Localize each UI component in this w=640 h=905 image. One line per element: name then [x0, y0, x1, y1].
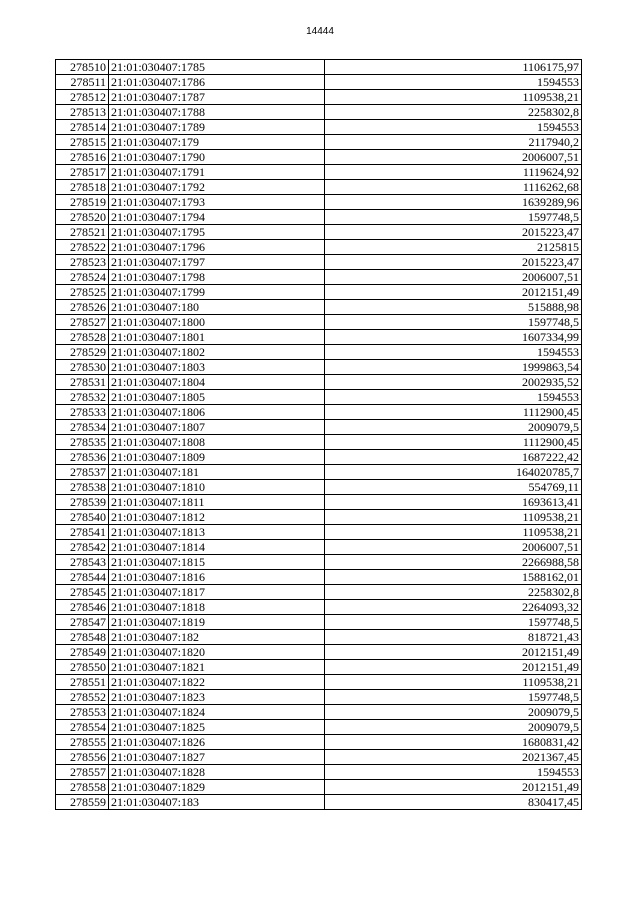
cadastral-number-cell: 21:01:030407:1819: [109, 615, 325, 630]
cadastral-number-cell: 21:01:030407:1805: [109, 390, 325, 405]
cadastral-value-cell: 2002935,52: [325, 375, 582, 390]
row-number-cell: 278552: [56, 690, 109, 705]
cadastral-number-cell: 21:01:030407:1796: [109, 240, 325, 255]
cadastral-value-cell: 1594553: [325, 75, 582, 90]
table-row: [56, 510, 582, 525]
cadastral-value-cell: 1999863,54: [325, 360, 582, 375]
cadastral-number-cell: 21:01:030407:1807: [109, 420, 325, 435]
cadastral-number-cell: 21:01:030407:1806: [109, 405, 325, 420]
table-row: [56, 480, 582, 495]
table-row: [56, 600, 582, 615]
cadastral-number-cell: 21:01:030407:1785: [109, 60, 325, 75]
cadastral-number-cell: 21:01:030407:183: [109, 795, 325, 810]
table-row: [56, 120, 582, 135]
cadastral-number-cell: 21:01:030407:1789: [109, 120, 325, 135]
cadastral-number-cell: 21:01:030407:1795: [109, 225, 325, 240]
cadastral-number-cell: 21:01:030407:1823: [109, 690, 325, 705]
row-number-cell: 278541: [56, 525, 109, 540]
cadastral-value-cell: 1594553: [325, 390, 582, 405]
table-row: [56, 150, 582, 165]
cadastral-value-cell: 1119624,92: [325, 165, 582, 180]
cadastral-value-cell: 1597748,5: [325, 615, 582, 630]
row-number-cell: 278528: [56, 330, 109, 345]
cadastral-number-cell: 21:01:030407:1800: [109, 315, 325, 330]
cadastral-number-cell: 21:01:030407:1820: [109, 645, 325, 660]
row-number-cell: 278525: [56, 285, 109, 300]
row-number-cell: 278514: [56, 120, 109, 135]
cadastral-value-cell: 1680831,42: [325, 735, 582, 750]
cadastral-value-cell: 2125815: [325, 240, 582, 255]
cadastral-value-cell: 2021367,45: [325, 750, 582, 765]
table-row: [56, 315, 582, 330]
cadastral-value-cell: 2012151,49: [325, 660, 582, 675]
cadastral-value-cell: 1597748,5: [325, 690, 582, 705]
row-number-cell: 278542: [56, 540, 109, 555]
row-number-cell: 278534: [56, 420, 109, 435]
row-number-cell: 278536: [56, 450, 109, 465]
cadastral-number-cell: 21:01:030407:1808: [109, 435, 325, 450]
row-number-cell: 278539: [56, 495, 109, 510]
cadastral-value-cell: 2264093,32: [325, 600, 582, 615]
cadastral-number-cell: 21:01:030407:1827: [109, 750, 325, 765]
table-row: [56, 330, 582, 345]
cadastral-number-cell: 21:01:030407:1802: [109, 345, 325, 360]
cadastral-value-cell: 515888,98: [325, 300, 582, 315]
cadastral-value-cell: 2012151,49: [325, 645, 582, 660]
row-number-cell: 278523: [56, 255, 109, 270]
cadastral-number-cell: 21:01:030407:1809: [109, 450, 325, 465]
cadastral-number-cell: 21:01:030407:1792: [109, 180, 325, 195]
cadastral-number-cell: 21:01:030407:1828: [109, 765, 325, 780]
cadastral-value-cell: 1693613,41: [325, 495, 582, 510]
cadastral-value-cell: 1588162,01: [325, 570, 582, 585]
row-number-cell: 278535: [56, 435, 109, 450]
table-row: [56, 105, 582, 120]
row-number-cell: 278557: [56, 765, 109, 780]
cadastral-value-cell: 830417,45: [325, 795, 582, 810]
cadastral-number-cell: 21:01:030407:1798: [109, 270, 325, 285]
cadastral-value-cell: 1687222,42: [325, 450, 582, 465]
cadastral-value-cell: 164020785,7: [325, 465, 582, 480]
page-number: 14444: [306, 26, 334, 37]
cadastral-value-cell: 1594553: [325, 120, 582, 135]
cadastral-number-cell: 21:01:030407:1786: [109, 75, 325, 90]
row-number-cell: 278510: [56, 60, 109, 75]
cadastral-value-cell: 1639289,96: [325, 195, 582, 210]
row-number-cell: 278527: [56, 315, 109, 330]
row-number-cell: 278549: [56, 645, 109, 660]
cadastral-value-cell: 2009079,5: [325, 720, 582, 735]
row-number-cell: 278546: [56, 600, 109, 615]
row-number-cell: 278521: [56, 225, 109, 240]
row-number-cell: 278520: [56, 210, 109, 225]
row-number-cell: 278545: [56, 585, 109, 600]
table-row: [56, 75, 582, 90]
cadastral-value-cell: 2258302,8: [325, 585, 582, 600]
row-number-cell: 278553: [56, 705, 109, 720]
row-number-cell: 278526: [56, 300, 109, 315]
cadastral-number-cell: 21:01:030407:1826: [109, 735, 325, 750]
row-number-cell: 278531: [56, 375, 109, 390]
table-row: [56, 60, 582, 75]
table-row: [56, 225, 582, 240]
row-number-cell: 278512: [56, 90, 109, 105]
cadastral-value-table: [55, 59, 582, 810]
table-row: [56, 675, 582, 690]
cadastral-value-cell: 1112900,45: [325, 435, 582, 450]
cadastral-value-cell: 1109538,21: [325, 525, 582, 540]
row-number-cell: 278550: [56, 660, 109, 675]
table-row: [56, 210, 582, 225]
table-row: [56, 555, 582, 570]
cadastral-value-cell: 1109538,21: [325, 510, 582, 525]
cadastral-value-cell: 1594553: [325, 345, 582, 360]
table-row: [56, 360, 582, 375]
table-row: [56, 165, 582, 180]
table-row: [56, 435, 582, 450]
cadastral-value-cell: 2009079,5: [325, 420, 582, 435]
cadastral-value-cell: 1106175,97: [325, 60, 582, 75]
row-number-cell: 278543: [56, 555, 109, 570]
table-row: [56, 465, 582, 480]
cadastral-number-cell: 21:01:030407:1829: [109, 780, 325, 795]
cadastral-number-cell: 21:01:030407:1818: [109, 600, 325, 615]
cadastral-value-cell: 2012151,49: [325, 780, 582, 795]
table-row: [56, 690, 582, 705]
cadastral-value-cell: 1109538,21: [325, 675, 582, 690]
cadastral-number-cell: 21:01:030407:1794: [109, 210, 325, 225]
cadastral-value-cell: 1594553: [325, 765, 582, 780]
cadastral-number-cell: 21:01:030407:1799: [109, 285, 325, 300]
row-number-cell: 278517: [56, 165, 109, 180]
table-row: [56, 495, 582, 510]
cadastral-number-cell: 21:01:030407:1814: [109, 540, 325, 555]
cadastral-value-cell: 818721,43: [325, 630, 582, 645]
table-row: [56, 255, 582, 270]
cadastral-value-cell: 2006007,51: [325, 270, 582, 285]
cadastral-number-cell: 21:01:030407:1810: [109, 480, 325, 495]
row-number-cell: 278547: [56, 615, 109, 630]
table-row: [56, 300, 582, 315]
row-number-cell: 278511: [56, 75, 109, 90]
cadastral-number-cell: 21:01:030407:1797: [109, 255, 325, 270]
table-row: [56, 795, 582, 810]
cadastral-number-cell: 21:01:030407:1817: [109, 585, 325, 600]
cadastral-number-cell: 21:01:030407:182: [109, 630, 325, 645]
table-row: [56, 525, 582, 540]
cadastral-number-cell: 21:01:030407:1821: [109, 660, 325, 675]
cadastral-value-cell: 2015223,47: [325, 225, 582, 240]
table-row: [56, 405, 582, 420]
table-row: [56, 780, 582, 795]
row-number-cell: 278513: [56, 105, 109, 120]
table-row: [56, 285, 582, 300]
cadastral-value-cell: 1607334,99: [325, 330, 582, 345]
table-row: [56, 765, 582, 780]
cadastral-number-cell: 21:01:030407:179: [109, 135, 325, 150]
table-row: [56, 240, 582, 255]
table-row: [56, 660, 582, 675]
row-number-cell: 278522: [56, 240, 109, 255]
cadastral-value-cell: 2012151,49: [325, 285, 582, 300]
row-number-cell: 278558: [56, 780, 109, 795]
row-number-cell: 278551: [56, 675, 109, 690]
table-row: [56, 135, 582, 150]
cadastral-number-cell: 21:01:030407:1787: [109, 90, 325, 105]
table-row: [56, 390, 582, 405]
row-number-cell: 278515: [56, 135, 109, 150]
cadastral-value-cell: 1597748,5: [325, 315, 582, 330]
table-row: [56, 180, 582, 195]
row-number-cell: 278555: [56, 735, 109, 750]
row-number-cell: 278519: [56, 195, 109, 210]
cadastral-value-cell: 2015223,47: [325, 255, 582, 270]
row-number-cell: 278530: [56, 360, 109, 375]
cadastral-number-cell: 21:01:030407:1815: [109, 555, 325, 570]
row-number-cell: 278559: [56, 795, 109, 810]
table-body: [56, 60, 582, 810]
row-number-cell: 278537: [56, 465, 109, 480]
row-number-cell: 278556: [56, 750, 109, 765]
table-row: [56, 270, 582, 285]
cadastral-value-cell: 2266988,58: [325, 555, 582, 570]
cadastral-number-cell: 21:01:030407:1822: [109, 675, 325, 690]
row-number-cell: 278524: [56, 270, 109, 285]
cadastral-number-cell: 21:01:030407:1803: [109, 360, 325, 375]
cadastral-number-cell: 21:01:030407:1824: [109, 705, 325, 720]
cadastral-number-cell: 21:01:030407:1788: [109, 105, 325, 120]
table-row: [56, 540, 582, 555]
cadastral-value-cell: 1116262,68: [325, 180, 582, 195]
table-row: [56, 375, 582, 390]
cadastral-value-cell: 1597748,5: [325, 210, 582, 225]
cadastral-value-cell: 2009079,5: [325, 705, 582, 720]
table-row: [56, 705, 582, 720]
cadastral-value-cell: 1109538,21: [325, 90, 582, 105]
cadastral-number-cell: 21:01:030407:1804: [109, 375, 325, 390]
cadastral-value-cell: 2006007,51: [325, 150, 582, 165]
cadastral-number-cell: 21:01:030407:1801: [109, 330, 325, 345]
cadastral-value-cell: 1112900,45: [325, 405, 582, 420]
row-number-cell: 278518: [56, 180, 109, 195]
table-row: [56, 345, 582, 360]
cadastral-number-cell: 21:01:030407:1812: [109, 510, 325, 525]
table-row: [56, 720, 582, 735]
row-number-cell: 278529: [56, 345, 109, 360]
row-number-cell: 278540: [56, 510, 109, 525]
table-row: [56, 630, 582, 645]
table-row: [56, 450, 582, 465]
cadastral-number-cell: 21:01:030407:1825: [109, 720, 325, 735]
table-row: [56, 570, 582, 585]
table-row: [56, 90, 582, 105]
row-number-cell: 278548: [56, 630, 109, 645]
cadastral-number-cell: 21:01:030407:1816: [109, 570, 325, 585]
row-number-cell: 278516: [56, 150, 109, 165]
row-number-cell: 278533: [56, 405, 109, 420]
table-row: [56, 735, 582, 750]
cadastral-value-cell: 2258302,8: [325, 105, 582, 120]
row-number-cell: 278544: [56, 570, 109, 585]
cadastral-value-cell: 2117940,2: [325, 135, 582, 150]
cadastral-number-cell: 21:01:030407:1793: [109, 195, 325, 210]
cadastral-number-cell: 21:01:030407:1811: [109, 495, 325, 510]
cadastral-number-cell: 21:01:030407:1791: [109, 165, 325, 180]
table-row: [56, 615, 582, 630]
row-number-cell: 278554: [56, 720, 109, 735]
cadastral-number-cell: 21:01:030407:1790: [109, 150, 325, 165]
cadastral-value-cell: 554769,11: [325, 480, 582, 495]
table-row: [56, 195, 582, 210]
cadastral-number-cell: 21:01:030407:180: [109, 300, 325, 315]
cadastral-value-cell: 2006007,51: [325, 540, 582, 555]
cadastral-number-cell: 21:01:030407:181: [109, 465, 325, 480]
row-number-cell: 278532: [56, 390, 109, 405]
table-row: [56, 645, 582, 660]
cadastral-number-cell: 21:01:030407:1813: [109, 525, 325, 540]
table-row: [56, 750, 582, 765]
table-row: [56, 420, 582, 435]
row-number-cell: 278538: [56, 480, 109, 495]
table-row: [56, 585, 582, 600]
